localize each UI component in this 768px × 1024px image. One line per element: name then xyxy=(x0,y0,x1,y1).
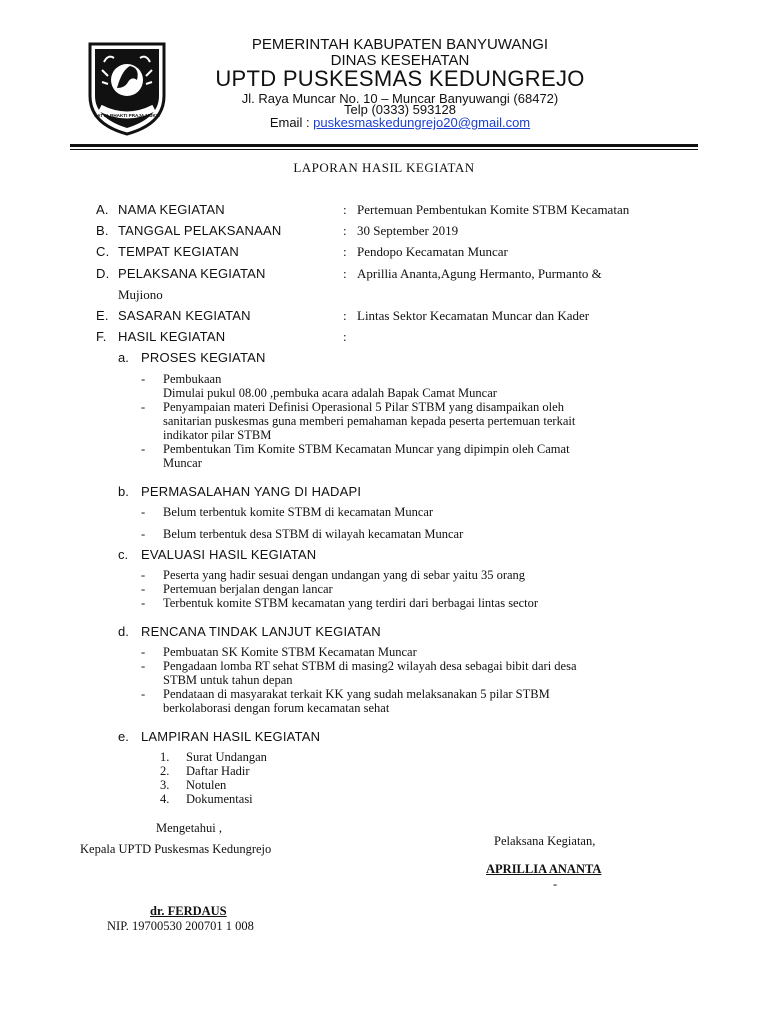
list-item: sanitarian puskesmas guna memberi pemahaman kepada peserta pertemuan terkait xyxy=(163,414,576,428)
list-item: Muncar xyxy=(163,456,202,470)
section-title: PERMASALAHAN YANG DI HADAPI xyxy=(141,484,362,499)
email-link[interactable]: puskesmaskedungrejo20@gmail.com xyxy=(313,115,531,130)
list-item: Pertemuan berjalan dengan lancar xyxy=(163,582,333,596)
list-item: Daftar Hadir xyxy=(186,764,250,778)
bullet-dash: - xyxy=(141,372,146,386)
list-item: Dimulai pukul 08.00 ,pembuka acara adalah Bapak Camat Muncar xyxy=(163,386,497,400)
field-letter: A. xyxy=(96,202,109,217)
field-colon: : xyxy=(343,329,347,344)
field-letter: E. xyxy=(96,308,109,323)
signature-left-nip: NIP. 19700530 200701 1 008 xyxy=(107,919,254,933)
field-letter: F. xyxy=(96,329,107,344)
field-letter: D. xyxy=(96,266,110,281)
letterhead-phone: Telp (0333) 593128 xyxy=(343,102,457,117)
bullet-dash: - xyxy=(141,442,146,456)
section-title: PROSES KEGIATAN xyxy=(141,350,266,365)
document-title: LAPORAN HASIL KEGIATAN xyxy=(293,160,475,175)
bullet-dash: - xyxy=(141,568,146,582)
list-item: Pendataan di masyarakat terkait KK yang sudah melaksanakan 5 pilar STBM xyxy=(163,687,550,701)
list-item: Dokumentasi xyxy=(186,792,253,806)
bullet-dash: - xyxy=(141,645,146,659)
list-number: 1. xyxy=(160,750,170,764)
field-value: Lintas Sektor Kecamatan Muncar dan Kader xyxy=(357,308,590,323)
list-item: Pengadaan lomba RT sehat STBM di masing2 wilayah desa sebagai bibit dari desa xyxy=(163,659,577,673)
svg-text:SATYA BHAKTI PRAJA MUKTI: SATYA BHAKTI PRAJA MUKTI xyxy=(94,113,160,118)
list-number: 2. xyxy=(160,764,170,778)
list-item: Penyampaian materi Definisi Operasional 5 Pilar STBM yang disampaikan oleh xyxy=(163,400,564,414)
section-letter: e. xyxy=(118,729,129,744)
list-item: Pembentukan Tim Komite STBM Kecamatan Muncar yang dipimpin oleh Camat xyxy=(163,442,570,456)
banyuwangi-crest-logo xyxy=(84,36,170,136)
letterhead-email-line xyxy=(160,115,640,130)
bullet-dash: - xyxy=(141,596,146,610)
list-item: Notulen xyxy=(186,778,227,792)
list-item: berkolaborasi dengan forum kecamatan sehat xyxy=(163,701,390,715)
signature-right-dash: - xyxy=(553,877,558,891)
field-colon: : xyxy=(343,308,347,323)
list-item: Belum terbentuk komite STBM di kecamatan Muncar xyxy=(163,505,434,519)
list-item: Terbentuk komite STBM kecamatan yang terdiri dari berbagai lintas sector xyxy=(163,596,539,610)
field-name: PELAKSANA KEGIATAN xyxy=(118,266,266,281)
list-item: STBM untuk tahun depan xyxy=(163,673,293,687)
field-name: TEMPAT KEGIATAN xyxy=(118,244,239,259)
section-letter: b. xyxy=(118,484,129,499)
list-number: 3. xyxy=(160,778,170,792)
signature-right-role: Pelaksana Kegiatan, xyxy=(494,834,596,848)
bullet-dash: - xyxy=(141,659,146,673)
signature-right-name: APRILLIA ANANTA xyxy=(486,862,602,876)
list-number: 4. xyxy=(160,792,170,806)
field-value-continuation: Mujiono xyxy=(118,287,163,302)
field-colon: : xyxy=(343,244,347,259)
bullet-dash: - xyxy=(141,582,146,596)
field-colon: : xyxy=(343,202,347,217)
list-item: Belum terbentuk desa STBM di wilayah kecamatan Muncar xyxy=(163,527,464,541)
list-item: Pembuatan SK Komite STBM Kecamatan Muncar xyxy=(163,645,417,659)
section-title: RENCANA TINDAK LANJUT KEGIATAN xyxy=(141,624,381,639)
section-title: LAMPIRAN HASIL KEGIATAN xyxy=(141,729,321,744)
section-letter: a. xyxy=(118,350,129,365)
section-title: EVALUASI HASIL KEGIATAN xyxy=(141,547,317,562)
letterhead-department: DINAS KESEHATAN xyxy=(330,52,470,69)
field-colon: : xyxy=(343,223,347,238)
signature-left-name: dr. FERDAUS xyxy=(150,904,227,918)
field-name: TANGGAL PELAKSANAAN xyxy=(118,223,282,238)
bullet-dash: - xyxy=(141,400,146,414)
field-value: Pertemuan Pembentukan Komite STBM Kecamatan xyxy=(357,202,630,217)
email-label: Email : xyxy=(269,115,314,130)
field-name: HASIL KEGIATAN xyxy=(118,329,226,344)
field-letter: B. xyxy=(96,223,109,238)
list-item: Surat Undangan xyxy=(186,750,267,764)
bullet-dash: - xyxy=(141,527,146,541)
field-name: NAMA KEGIATAN xyxy=(118,202,225,217)
bullet-dash: - xyxy=(141,687,146,701)
field-colon: : xyxy=(343,266,347,281)
letterhead-government: PEMERINTAH KABUPATEN BANYUWANGI xyxy=(251,36,549,53)
field-value: Aprillia Ananta,Agung Hermanto, Purmanto & xyxy=(357,266,602,281)
signature-left-role: Kepala UPTD Puskesmas Kedungrejo xyxy=(80,842,272,856)
list-item: indikator pilar STBM xyxy=(163,428,272,442)
letterhead-rule-thin xyxy=(70,149,698,150)
field-letter: C. xyxy=(96,244,110,259)
signature-acknowledged: Mengetahui , xyxy=(156,821,222,835)
section-letter: c. xyxy=(118,547,129,562)
field-value: Pendopo Kecamatan Muncar xyxy=(357,244,508,259)
letterhead-address: Jl. Raya Muncar No. 10 – Muncar Banyuwangi (68472) xyxy=(241,91,559,106)
letterhead-rule-thick xyxy=(70,144,698,147)
list-item: Pembukaan xyxy=(163,372,222,386)
bullet-dash: - xyxy=(141,505,146,519)
letterhead-institution: UPTD PUSKESMAS KEDUNGREJO xyxy=(215,66,585,91)
list-item: Peserta yang hadir sesuai dengan undangan yang di sebar yaitu 35 orang xyxy=(163,568,526,582)
field-name: SASARAN KEGIATAN xyxy=(118,308,251,323)
section-letter: d. xyxy=(118,624,129,639)
field-value: 30 September 2019 xyxy=(357,223,459,238)
